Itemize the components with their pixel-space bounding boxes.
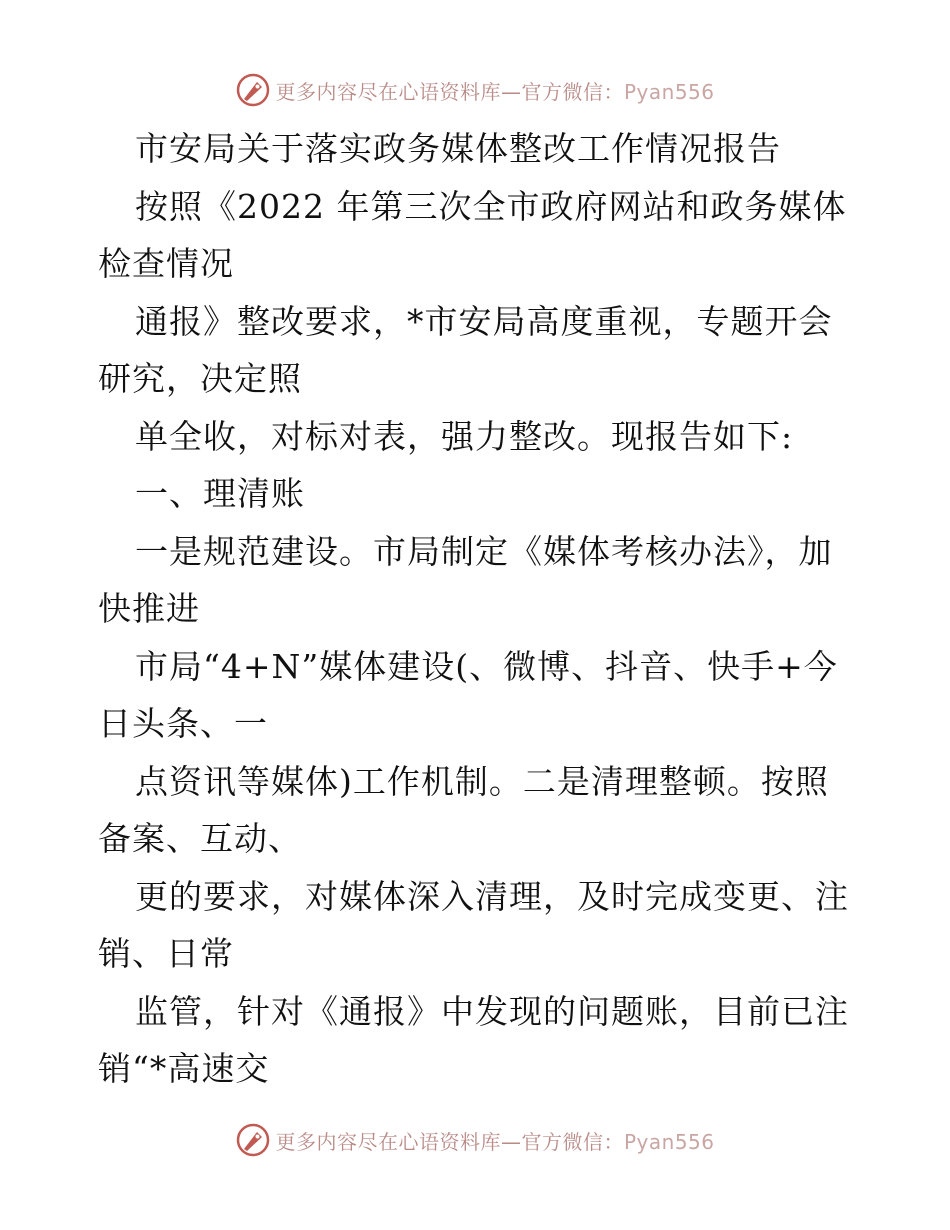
watermark-brand: 更多内容尽在心语资料库 (275, 1129, 501, 1154)
paragraph-line: 监管，针对《通报》中发现的问题账，目前已注 (135, 991, 849, 1031)
watermark-dash: — (500, 79, 522, 104)
document-body (98, 120, 858, 1098)
watermark-dash: — (500, 1129, 522, 1154)
paragraph-line: 检查情况 (98, 244, 234, 283)
paragraph-line: 点资讯等媒体)工作机制。二是清理整顿。按照 (135, 761, 829, 801)
watermark-wechat-id: Pyan556 (623, 1129, 715, 1154)
watermark-label: 官方微信： (521, 79, 624, 104)
paragraph-line: 更的要求，对媒体深入清理，及时完成变更、注 (135, 876, 849, 916)
paragraph-line: 销“*高速交 (98, 1049, 270, 1088)
pen-nib-logo-icon (235, 72, 271, 108)
paragraph-line: 单全收，对标对表，强力整改。现报告如下: (135, 416, 794, 456)
paragraph-line: 日头条、一 (98, 704, 268, 743)
watermark-brand: 更多内容尽在心语资料库 (275, 79, 501, 104)
paragraph-line: 快推进 (98, 589, 200, 628)
watermark-label: 官方微信： (521, 1129, 624, 1154)
paragraph-line: 一是规范建设。市局制定《媒体考核办法》，加 (135, 531, 833, 571)
paragraph-line: 备案、互动、 (98, 819, 302, 858)
paragraph-line: 市局“4+N”媒体建设(、微博、抖音、快手+今 (135, 646, 838, 686)
paragraph-line: 按照《2022 年第三次全市政府网站和政务媒体 (135, 186, 847, 226)
paragraph-line: 通报》整改要求，*市安局高度重视，专题开会 (135, 301, 833, 341)
watermark-text (275, 76, 714, 105)
section-heading: 一、理清账 (135, 474, 305, 513)
watermark-wechat-id: Pyan556 (623, 79, 715, 104)
paragraph-line: 销、日常 (98, 934, 234, 973)
document-title: 市安局关于落实政务媒体整改工作情况报告 (135, 129, 781, 168)
watermark-text (275, 1126, 714, 1155)
footer-watermark (0, 1120, 950, 1160)
paragraph-line: 研究，决定照 (98, 359, 302, 398)
header-watermark (0, 70, 950, 110)
pen-nib-logo-icon (235, 1122, 271, 1158)
